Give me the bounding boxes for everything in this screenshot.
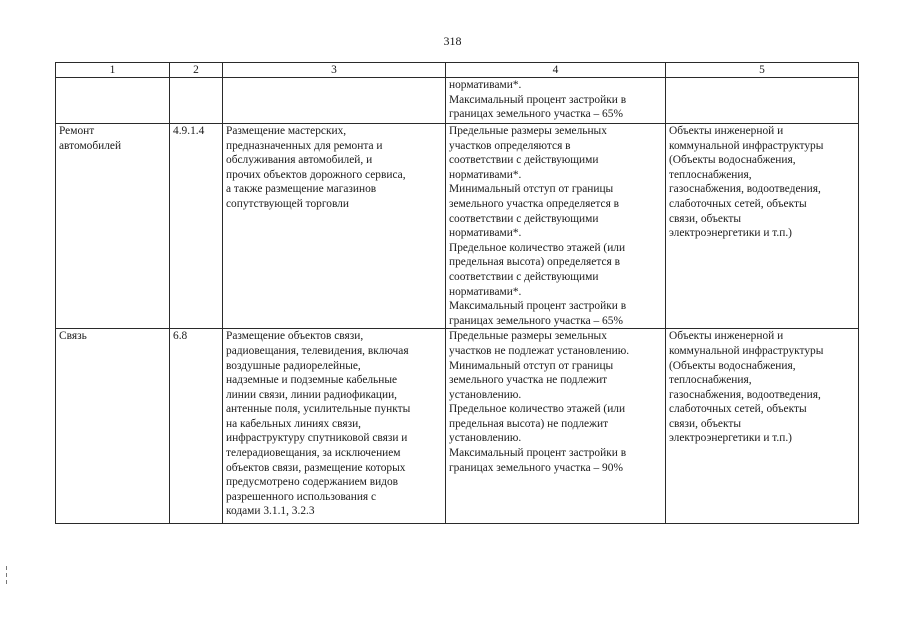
table-row bbox=[56, 124, 859, 329]
use-description-cell bbox=[223, 78, 446, 124]
column-header-2: 2 bbox=[170, 63, 223, 78]
use-code-cell: 4.9.1.4 bbox=[170, 124, 223, 329]
scan-margin-mark bbox=[4, 566, 10, 586]
column-header-5: 5 bbox=[666, 63, 859, 78]
parameters-cell: Предельные размеры земельных участков не подлежат установлению. Минимальный отступ от границы земельного участка не подлежит установлению. Предельное количество этажей (или предельная высота) не подлежит установлению. Максимальный процент застройки в границах земельного участка – 90% bbox=[446, 329, 666, 524]
column-header-3: 3 bbox=[223, 63, 446, 78]
table-row bbox=[56, 78, 859, 124]
use-code-cell: 6.8 bbox=[170, 329, 223, 524]
utilities-cell: Объекты инженерной и коммунальной инфраструктуры (Объекты водоснабжения, теплоснабжения, газоснабжения, водоотведения, слаботочных сетей, объекты связи, объекты электроэнергетики и т.п.) bbox=[666, 329, 859, 524]
table-row bbox=[56, 329, 859, 524]
land-use-table bbox=[55, 62, 859, 524]
use-name-cell: Ремонт автомобилей bbox=[56, 124, 170, 329]
utilities-cell: Объекты инженерной и коммунальной инфраструктуры (Объекты водоснабжения, теплоснабжения, газоснабжения, водоотведения, слаботочных сетей, объекты связи, объекты электроэнергетики и т.п.) bbox=[666, 124, 859, 329]
page-number: 318 bbox=[443, 34, 462, 48]
utilities-cell bbox=[666, 78, 859, 124]
use-name-cell bbox=[56, 78, 170, 124]
scan-artifact-icon bbox=[4, 566, 10, 586]
column-header-1: 1 bbox=[56, 63, 170, 78]
use-description-cell: Размещение объектов связи, радиовещания, телевидения, включая воздушные радиорелейные, надземные и подземные кабельные линии связи, линии радиофикации, антенные поля, усилительные пункты на кабельных линиях связи, инфраструктуру спутниковой связи и телерадиовещания, за исключением объектов связи, размещение которых предусмотрено содержанием видов разрешенного использования с кодами 3.1.1, 3.2.3 bbox=[223, 329, 446, 524]
use-description-cell: Размещение мастерских, предназначенных для ремонта и обслуживания автомобилей, и прочих объектов дорожного сервиса, а также размещение магазинов сопутствующей торговли bbox=[223, 124, 446, 329]
parameters-cell: нормативами*. Максимальный процент застройки в границах земельного участка – 65% bbox=[446, 78, 666, 124]
column-header-4: 4 bbox=[446, 63, 666, 78]
use-name-cell: Связь bbox=[56, 329, 170, 524]
parameters-cell: Предельные размеры земельных участков определяются в соответствии с действующими нормативами*. Минимальный отступ от границы земельного участка определяется в соответствии с действующими нормативами*. Предельное количество этажей (или предельная высота) определяется в соответствии с действующими нормативами*. Максимальный процент застройки в границах земельного участка – 65% bbox=[446, 124, 666, 329]
column-number-row bbox=[56, 63, 859, 78]
use-code-cell bbox=[170, 78, 223, 124]
